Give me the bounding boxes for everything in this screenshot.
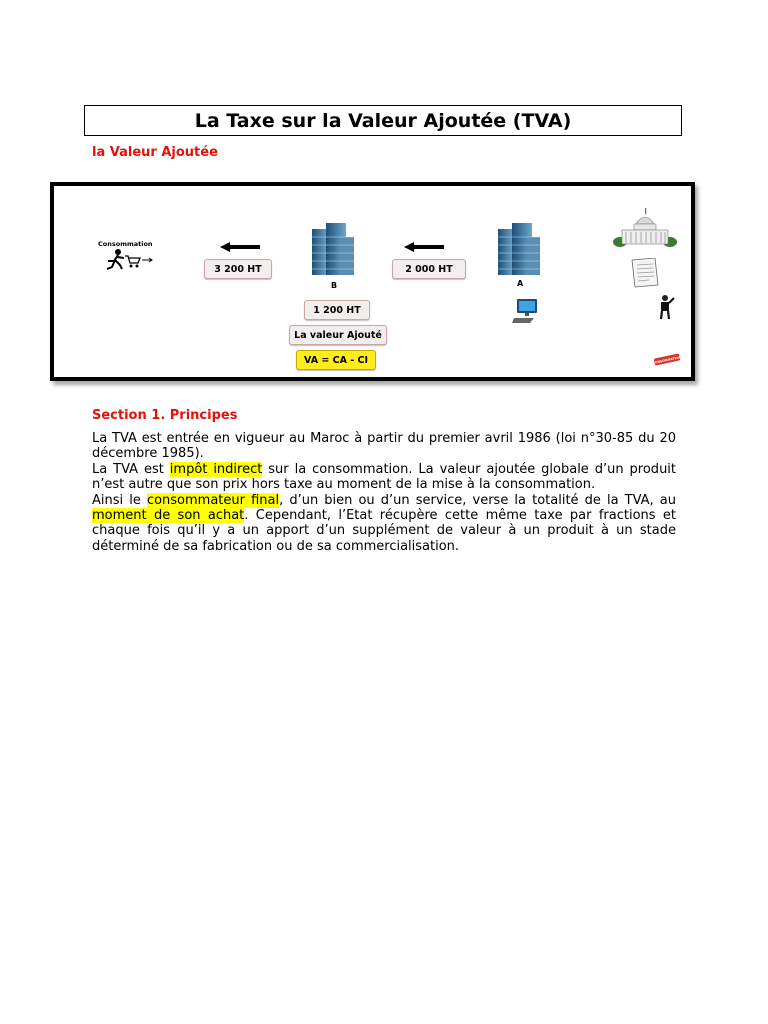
section-title: Section 1. Principes (92, 408, 238, 423)
text-span: sur la consommation. La valeur ajoutée globale d’un produit n’est autre que son prix hors taxe au moment de la mise à la consommation. (92, 461, 677, 493)
highlight-moment-achat: moment de son achat (92, 508, 245, 524)
subtitle: la Valeur Ajoutée (92, 145, 218, 160)
document-icon (629, 258, 661, 288)
price-b-box (204, 259, 272, 279)
building-b-icon (310, 223, 356, 277)
text-span: . Cependant, l’Etat récupère cette même taxe par fractions et chaque fois qu’il y a un apport d’un supplément de valeur à un produit à un stade déterminé de sa fabrication ou de sa commercialisation. (92, 508, 676, 554)
formula: VA = CA - CI (303, 354, 369, 366)
document-title: La Taxe sur la Valeur Ajoutée (TVA) (194, 109, 572, 132)
text-span: La TVA est (92, 461, 170, 477)
consumption-label: Consommation (98, 240, 153, 248)
formula-box (296, 350, 376, 370)
value-added-amount: 1 200 HT (313, 304, 361, 316)
label-a: A (517, 279, 524, 288)
price-b: 3 200 HT (214, 263, 262, 275)
highlight-impot-indirect: impôt indirect (169, 461, 263, 477)
arrow-left-icon (404, 242, 444, 252)
label-b: B (331, 281, 338, 290)
value-added-diagram (50, 182, 695, 381)
document-title-box (84, 105, 682, 136)
value-added-amount-box (304, 300, 370, 320)
text-span: Ainsi le (92, 492, 147, 508)
value-added-label-box (289, 325, 387, 345)
paragraph-1: La TVA est entrée en vigueur au Maroc à partir du premier avril 1986 (loi n°30-85 du 20 décembre 1985). (92, 431, 676, 462)
paragraph-3 (92, 493, 676, 555)
price-a: 2 000 HT (405, 263, 453, 275)
consumer-stamp (654, 353, 681, 365)
text-span: , d’un bien ou d’un service, verse la totalité de la TVA, au (279, 492, 676, 508)
price-a-box (392, 259, 466, 279)
capitol-building-icon (612, 208, 678, 248)
stamp-text: CONSOMMATEUR (652, 354, 682, 365)
arrow-left-icon (220, 242, 260, 252)
building-a-icon (496, 223, 542, 277)
computer-icon (512, 298, 540, 324)
section-body (92, 431, 676, 554)
person-icon (654, 294, 676, 320)
highlight-consommateur-final: consommateur final (146, 492, 280, 508)
value-added-label: La valeur Ajouté (294, 329, 382, 341)
shopper-icon (102, 248, 154, 270)
paragraph-2 (92, 462, 676, 493)
